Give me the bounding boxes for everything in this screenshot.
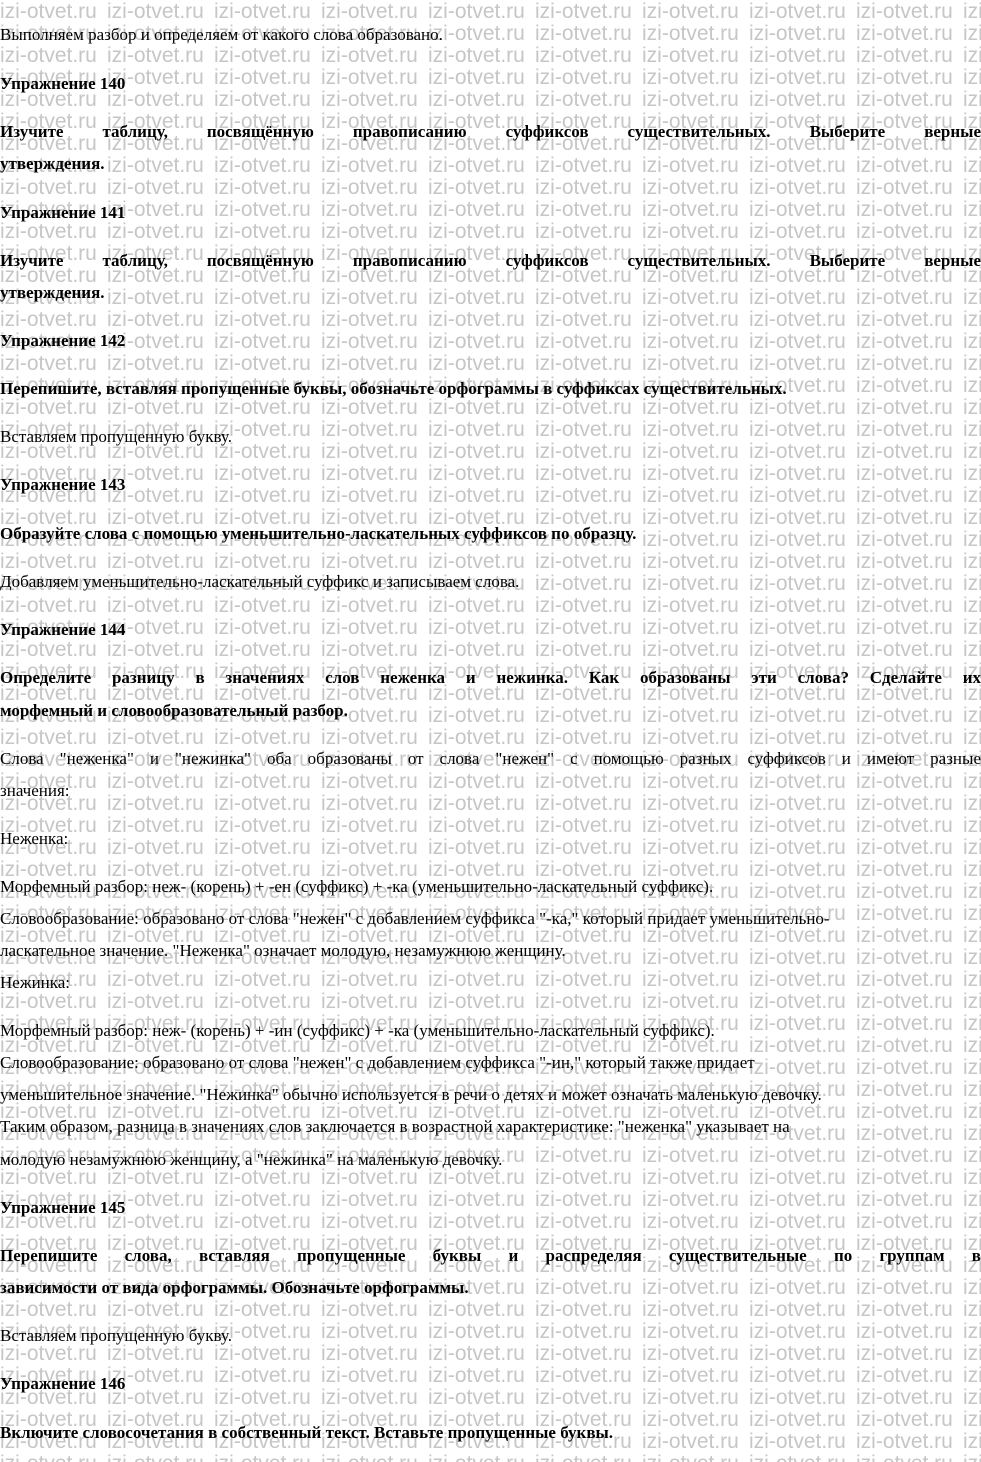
exercise-144-task-line-2: морфемный и словообразовательный разбор. xyxy=(0,701,348,720)
exercise-145-task-line-2: зависимости от вида орфограммы. Обозначьте орфограммы. xyxy=(0,1278,469,1297)
nezhinka-word-formation-line-1: Словообразование: образовано от слова "нежен" с добавлением суффикса "-ин," который также придает xyxy=(0,1053,755,1072)
conclusion-line-2: молодую незамужнюю женщину, а "нежинка" на маленькую девочку. xyxy=(0,1150,503,1169)
exercise-140-task-line-2: утверждения. xyxy=(0,154,105,173)
nezhenka-label: Неженка: xyxy=(0,829,69,848)
nezhinka-label: Нежинка: xyxy=(0,973,71,992)
exercise-146-title: Упражнение 146 xyxy=(0,1374,126,1393)
exercise-140-title: Упражнение 140 xyxy=(0,74,126,93)
nezhinka-word-formation-line-2: уменьшительное значение. "Нежинка" обычно используется в речи о детях и может означать маленькую девочку. xyxy=(0,1085,822,1104)
nezhenka-word-formation-line-2: ласкательное значение. "Неженка" означает молодую, незамужнюю женщину. xyxy=(0,941,566,960)
exercise-141-task-line-2: утверждения. xyxy=(0,283,105,302)
exercise-145-title: Упражнение 145 xyxy=(0,1198,126,1217)
exercise-145-task-line-1: Перепишите слова, вставляя пропущенные буквы и распределяя существительные по группам в xyxy=(0,1246,981,1265)
exercise-143-task: Образуйте слова с помощью уменьшительно-ласкательных суффиксов по образцу. xyxy=(0,524,637,543)
conclusion-line-1: Таким образом, разница в значениях слов заключается в возрастной характеристике: "неженка" указывает на xyxy=(0,1117,790,1136)
exercise-145-answer: Вставляем пропущенную букву. xyxy=(0,1326,232,1345)
exercise-144-task-line-1: Определите разницу в значениях слов неженка и нежинка. Как образованы эти слова? Сделайте их xyxy=(0,668,981,687)
exercise-144-intro-line-1: Слова "неженка" и "нежинка" оба образованы от слова "нежен" с помощью разных суффиксов и имеют разные xyxy=(0,749,981,768)
nezhinka-morpheme-analysis: Морфемный разбор: неж- (корень) + -ин (суффикс) + -ка (уменьшительно-ласкательный суффикс). xyxy=(0,1021,715,1040)
exercise-144-title: Упражнение 144 xyxy=(0,620,126,639)
nezhenka-word-formation-line-1: Словообразование: образовано от слова "нежен" с добавлением суффикса "-ка," который придает уменьшительно- xyxy=(0,909,830,928)
exercise-146-task: Включите словосочетания в собственный текст. Вставьте пропущенные буквы. xyxy=(0,1423,614,1442)
exercise-142-title: Упражнение 142 xyxy=(0,331,126,350)
exercise-141-title: Упражнение 141 xyxy=(0,203,126,222)
exercise-140-task-line-1: Изучите таблицу, посвящённую правописанию суффиксов существительных. Выберите верные xyxy=(0,122,981,141)
exercise-143-title: Упражнение 143 xyxy=(0,475,126,494)
exercise-142-task: Перепишите, вставляя пропущенные буквы, обозначьте орфограммы в суффиксах существительных. xyxy=(0,379,787,398)
exercise-143-answer: Добавляем уменьшительно-ласкательный суффикс и записываем слова. xyxy=(0,572,520,591)
exercise-141-task-line-1: Изучите таблицу, посвящённую правописанию суффиксов существительных. Выберите верные xyxy=(0,251,981,270)
exercise-144-intro-line-2: значения: xyxy=(0,781,70,800)
nezhenka-morpheme-analysis: Морфемный разбор: неж- (корень) + -ен (суффикс) + -ка (уменьшительно-ласкательный суффикс). xyxy=(0,877,714,896)
exercise-142-answer: Вставляем пропущенную букву. xyxy=(0,427,232,446)
intro-answer-text: Выполняем разбор и определяем от какого слова образовано. xyxy=(0,25,443,44)
